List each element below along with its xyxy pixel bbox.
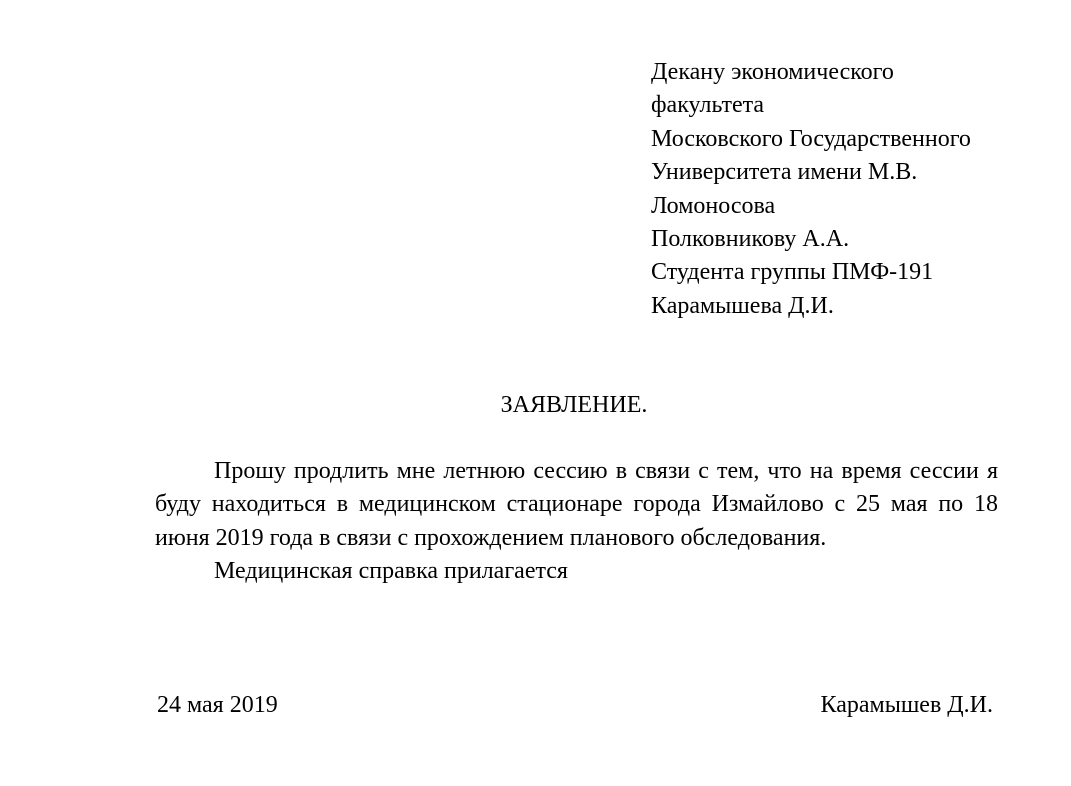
addressee-block — [651, 56, 1051, 323]
addressee-line: Студента группы ПМФ-191 — [651, 259, 934, 286]
addressee-line: Университета имени М.В. — [651, 159, 918, 186]
body-paragraph: Прошу продлить мне летнюю сессию в связи с тем, что на время сессии я буду находиться в медицинском стационаре города Измайлово с 25 мая по 18 июня 2019 года в связи с прохождением планового обследования. — [155, 458, 998, 551]
document-title: ЗАЯВЛЕНИЕ. — [500, 392, 648, 418]
addressee-line: Полковникову А.А. — [651, 226, 850, 253]
document-date: 24 мая 2019 — [157, 692, 278, 718]
addressee-line: факультета — [651, 92, 765, 119]
addressee-line: Ломоносова — [651, 192, 776, 219]
signature-name: Карамышев Д.И. — [820, 692, 993, 718]
body-paragraph: Медицинская справка прилагается — [214, 558, 568, 585]
addressee-line: Московского Государственного — [651, 125, 971, 152]
addressee-line: Декану экономического — [651, 59, 894, 85]
statement-body — [155, 455, 998, 589]
addressee-line: Карамышева Д.И. — [651, 292, 834, 319]
